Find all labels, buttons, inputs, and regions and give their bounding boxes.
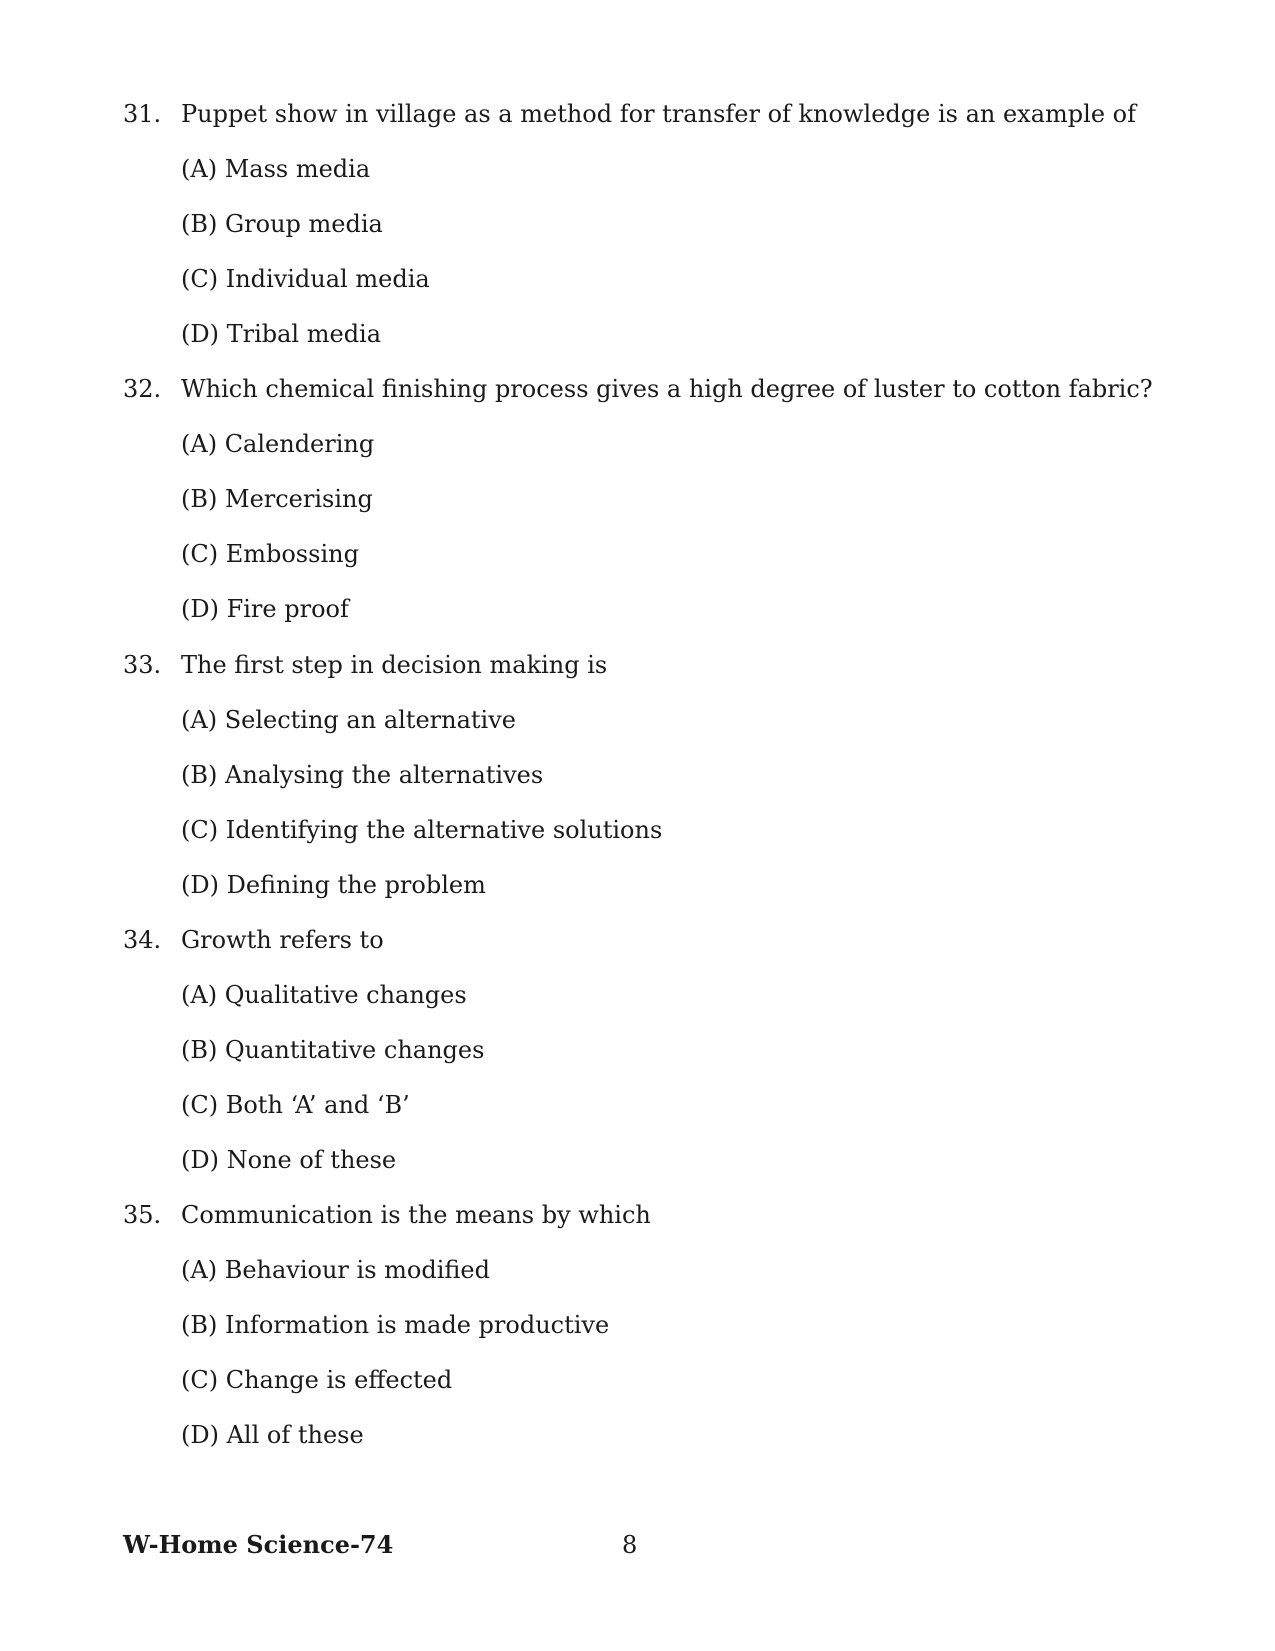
question-text: Puppet show in village as a method for transfer of knowledge is an example of (181, 100, 1136, 128)
question-number: 34. (123, 926, 162, 954)
question-text: Which chemical finishing process gives a high degree of luster to cotton fabric? (181, 375, 1153, 403)
option-b: (B) Group media (181, 210, 383, 238)
question-number: 35. (123, 1201, 162, 1229)
option-a: (A) Mass media (181, 155, 371, 183)
question-text: The first step in decision making is (181, 651, 608, 679)
option-d: (D) Tribal media (181, 320, 382, 348)
option-c: (C) Change is effected (181, 1366, 453, 1394)
option-d: (D) Defining the problem (181, 871, 486, 899)
option-d: (D) All of these (181, 1421, 364, 1449)
option-d: (D) None of these (181, 1146, 397, 1174)
question-number: 31. (123, 100, 162, 128)
question-text: Communication is the means by which (181, 1201, 651, 1229)
footer-page-number: 8 (622, 1531, 638, 1559)
option-b: (B) Mercerising (181, 485, 373, 513)
question-number: 32. (123, 375, 162, 403)
option-c: (C) Individual media (181, 265, 430, 293)
option-c: (C) Embossing (181, 540, 359, 568)
option-d: (D) Fire proof (181, 595, 349, 623)
question-number: 33. (123, 651, 162, 679)
option-c: (C) Both ‘A’ and ‘B’ (181, 1091, 410, 1119)
option-a: (A) Calendering (181, 430, 375, 458)
option-a: (A) Selecting an alternative (181, 706, 516, 734)
option-b: (B) Information is made productive (181, 1311, 610, 1339)
option-a: (A) Behaviour is modified (181, 1256, 490, 1284)
option-c: (C) Identifying the alternative solutions (181, 816, 663, 844)
footer-paper-title: W-Home Science-74 (123, 1530, 394, 1559)
option-b: (B) Quantitative changes (181, 1036, 485, 1064)
question-text: Growth refers to (181, 926, 384, 954)
option-a: (A) Qualitative changes (181, 981, 467, 1009)
option-b: (B) Analysing the alternatives (181, 761, 544, 789)
